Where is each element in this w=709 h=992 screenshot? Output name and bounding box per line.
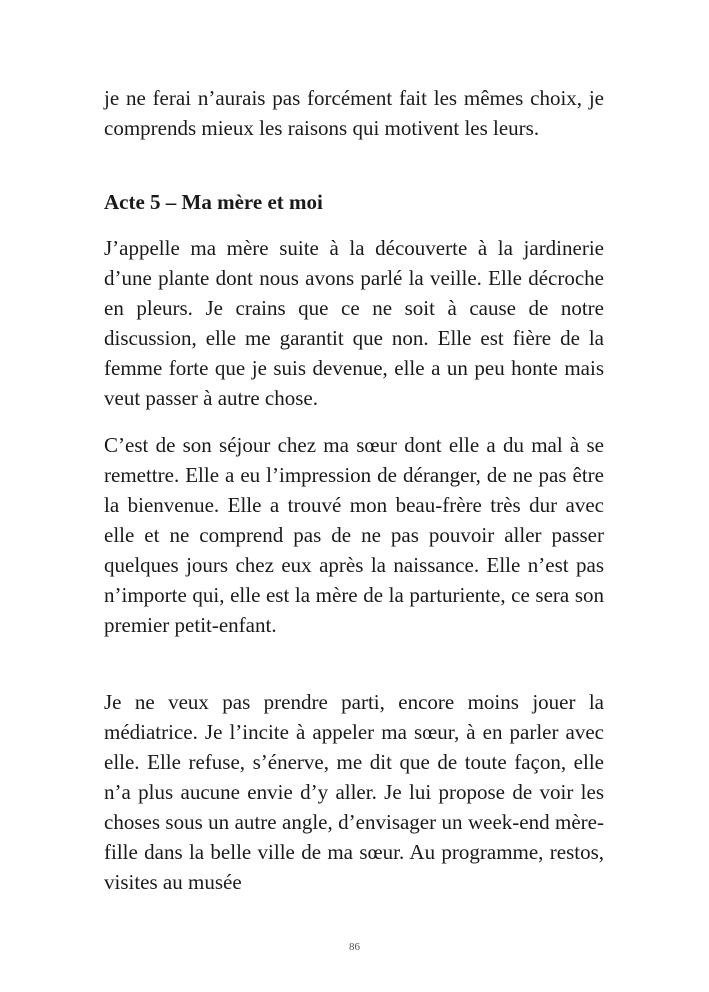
paragraph-2: J’appelle ma mère suite à la découverte à la jardinerie d’une plante dont nous avons parlé la veille. Elle décroche en pleurs. Je crains que ce ne soit à cause de notre discussion, elle me garantit que non. Elle est fière de la femme forte que je suis devenue, elle a un peu honte mais veut passer à autre chose. <box>104 236 604 410</box>
paragraph-1: je ne ferai n’aurais pas forcément fait les mêmes choix, je comprends mieux les raisons qui motivent les leurs. <box>104 86 604 140</box>
paragraph-3: C’est de son séjour chez ma sœur dont elle a du mal à se remettre. Elle a eu l’impression de déranger, de ne pas être la bienvenue. Elle a trouvé mon beau-frère très dur avec elle et ne comprend pas de ne pas pouvoir aller passer quelques jours chez eux après la naissance. Elle n’est pas n’importe qui, elle est la mère de la parturiente, ce sera son premier petit-enfant. <box>104 433 604 637</box>
page-number: 86 <box>349 941 360 953</box>
chapter-heading: Acte 5 – Ma mère et moi <box>104 190 323 214</box>
paragraph-4: Je ne veux pas prendre parti, encore moins jouer la médiatrice. Je l’incite à appeler ma sœur, à en parler avec elle. Elle refuse, s’énerve, me dit que de toute façon, elle n’a plus aucune envie d’y aller. Je lui propose de voir les choses sous un autre angle, d’envisager un week-end mère-fille dans la belle ville de ma sœur. Au programme, restos, visites au musée <box>104 690 604 894</box>
